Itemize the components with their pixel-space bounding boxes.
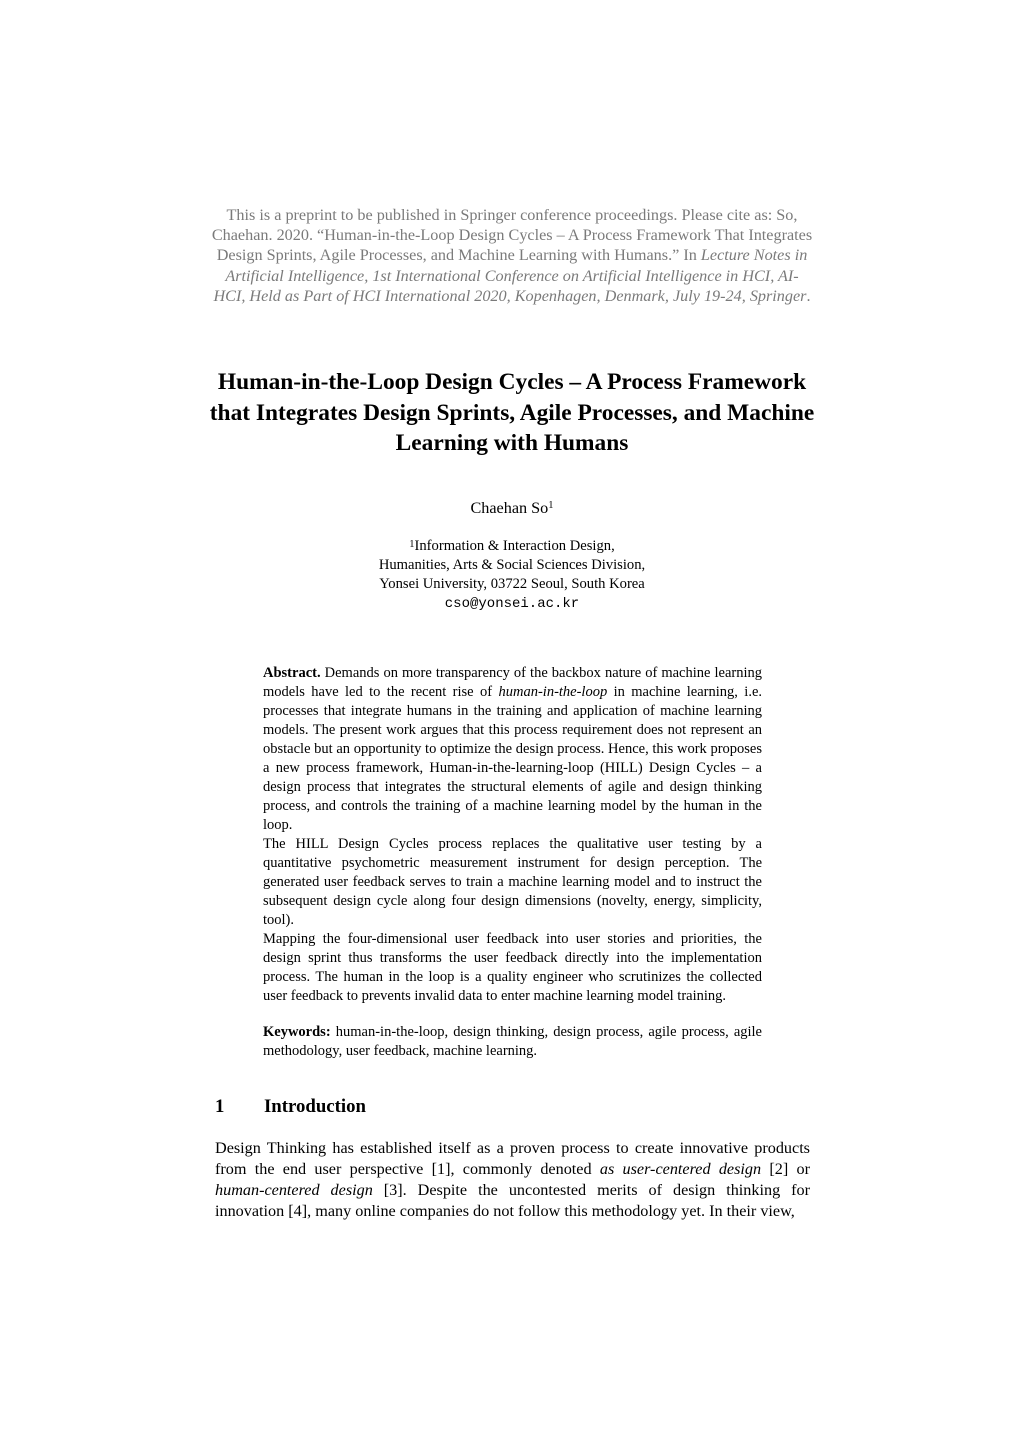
abstract-label: Abstract. [263, 665, 321, 681]
abstract-paragraph-1: Abstract. Demands on more transparency of the backbox nature of machine learning models have led to the recent rise of human-in-the-loop in machine learning, i.e. processes that integrate humans in the training and application of machine learning models. The present work argues that this process requirement does not represent an obstacle but an opportunity to optimize the design process. Hence, this work proposes a new process framework, Human-in-the-learning-loop (HILL) Design Cycles – a design process that integrates the structural elements of agile and design thinking process, and controls the training of a machine learning model by the human in the loop. [263, 665, 763, 833]
abstract [263, 664, 762, 1006]
author [262, 498, 762, 518]
preprint-venue-text: Lecture Notes in Artificial Intelligence, 1st International Conference on Artificial Intelligence in HCI, AI-HCI, Held as Part of HCI International 2020, Kopenhagen, Denmark, July 19-24, Springer [213, 246, 808, 305]
abstract-italic-term: human-in-the-loop [498, 684, 608, 700]
keywords [263, 1023, 762, 1061]
affiliation-line-2: Humanities, Arts & Social Sciences Division, [378, 557, 646, 574]
affiliation-superscript: 1 [409, 539, 415, 550]
preprint-citation-text: This is a preprint to be published in Springer conference proceedings. Please cite as: So, Chaehan. 2020. “Human-in-the-Loop Design Cycles – A Process Framework That Integrates Design Sprints, Agile Processes, and Machine Learning with Humans.” In [211, 206, 813, 265]
preprint-end: . [806, 286, 811, 305]
abstract-paragraph-2: The HILL Design Cycles process replaces the qualitative user testing by a quantitative psychometric measurement instrument for design perception. The generated user feedback serves to train a machine learning model and to instruct the subsequent design cycle along four design dimensions (novelty, energy, simplicity, tool). [263, 836, 762, 928]
section-number: 1 [215, 1096, 225, 1117]
affiliation [262, 537, 762, 614]
section-heading [215, 1095, 366, 1119]
paper-title: Human-in-the-Loop Design Cycles – A Process Framework that Integrates Design Sprints, Agile Processes, and Machine Learning with Humans [209, 369, 815, 457]
intro-paragraph: Design Thinking has established itself as a proven process to create innovative products from the end user perspective [1], commonly denoted as user-centered design [2] or human-centered design [3]. Despite the uncontested merits of design thinking for innovation [4], many online companies do not follow this methodology yet. In their view, [215, 1139, 811, 1220]
keywords-label: Keywords: [263, 1024, 331, 1040]
author-name: Chaehan So [470, 499, 549, 517]
author-email: cso@yonsei.ac.kr [444, 595, 580, 612]
abstract-paragraph-3: Mapping the four-dimensional user feedback into user stories and priorities, the design sprint thus transforms the user feedback directly into the implementation process. The human in the loop is a quality engineer who scrutinizes the collected user feedback to prevents invalid data to enter machine learning model training. [263, 931, 762, 1004]
section-title: Introduction [264, 1096, 366, 1117]
keywords-text: human-in-the-loop, design thinking, design process, agile process, agile methodology, user feedback, machine learning. [263, 1024, 762, 1059]
affiliation-line-3: Yonsei University, 03722 Seoul, South Korea [379, 576, 645, 593]
affiliation-line-1: $^1$Information & Interaction Design, [409, 538, 615, 554]
author-superscript: 1 [548, 500, 554, 511]
preprint-notice [210, 205, 814, 306]
